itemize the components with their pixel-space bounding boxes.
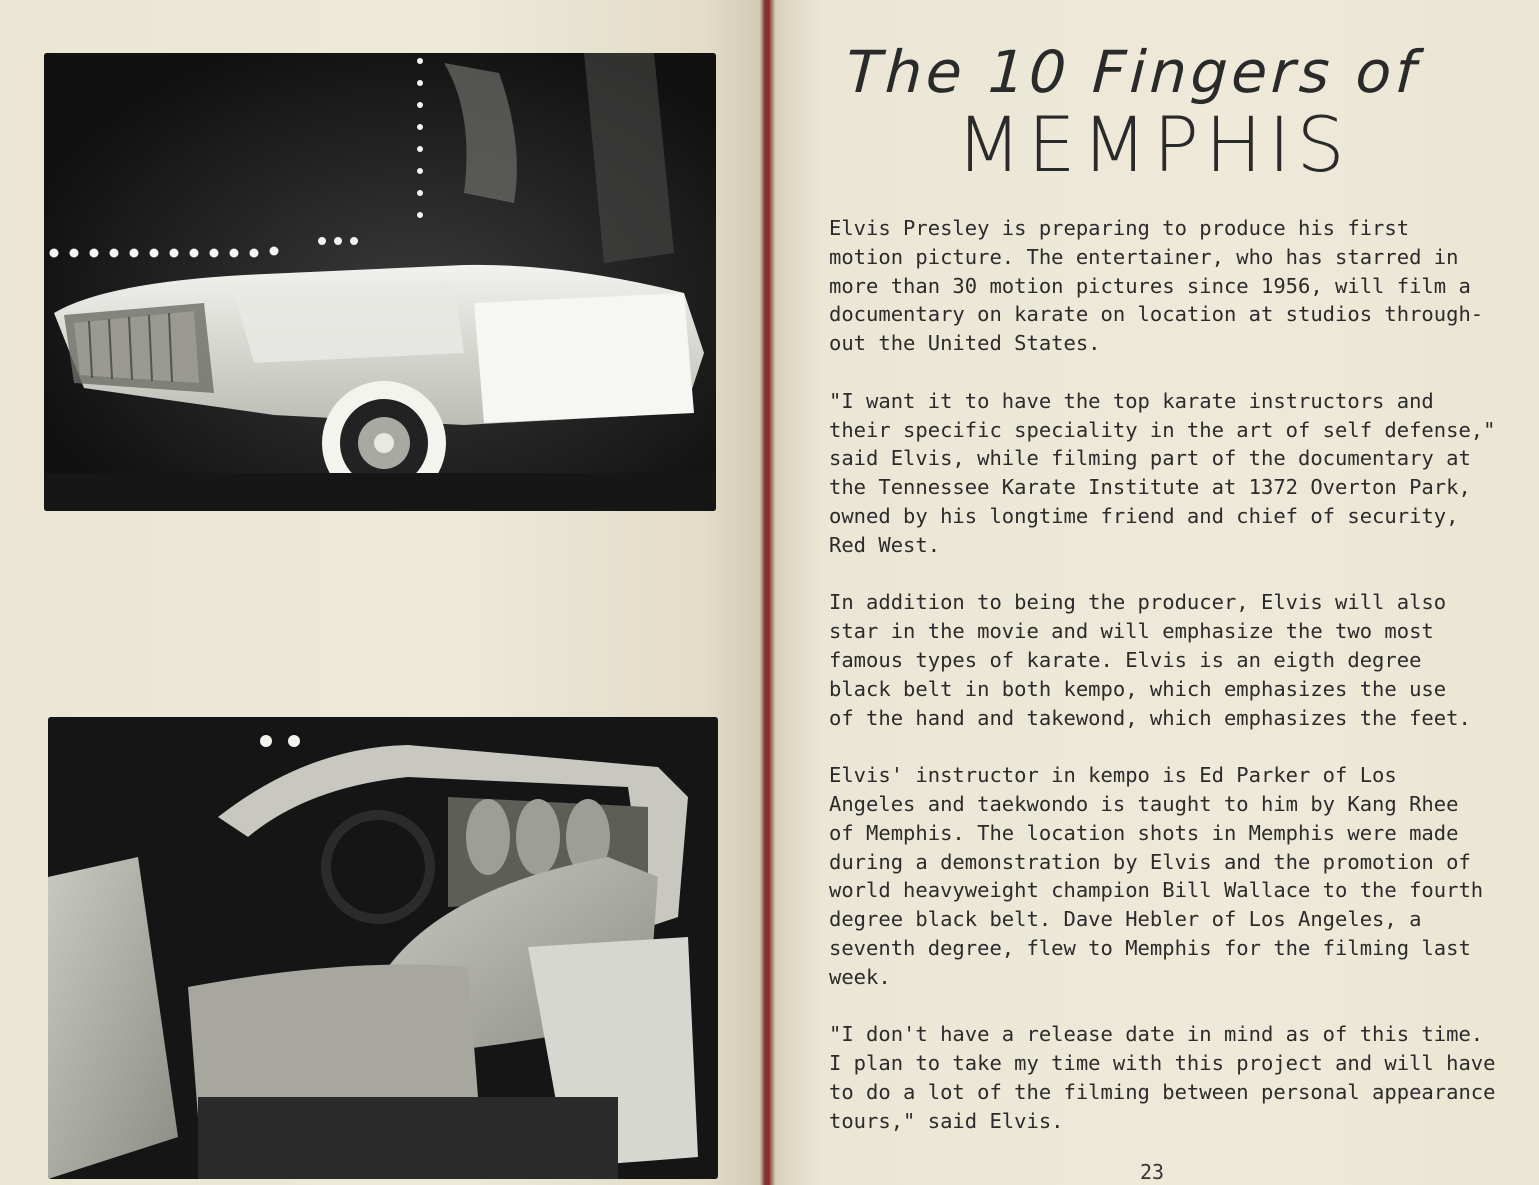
paragraph: "I don't have a release date in mind as of this time. I plan to take my time with this project and will have to do a lot of the filming between personal appearance tours," said Elvis. [829, 1022, 1496, 1133]
title-line-2: MEMPHIS [956, 100, 1351, 189]
article-body [829, 214, 1535, 1164]
paragraph: In addition to being the producer, Elvis will also star in the movie and will emphasize the two most famous types of karate. Elvis is an eigth degree black belt in both kempo, which emphasizes the use of the hand and takewond, which emphasizes the feet. [829, 590, 1471, 730]
book-gutter [760, 0, 776, 1185]
photo-car-interior [48, 717, 718, 1179]
paragraph: Elvis' instructor in kempo is Ed Parker of Los Angeles and taekwondo is taught to him by Kang Rhee of Memphis. The location shots in Memphis were made during a demonstration by Elvis and the promotion of world heavyweight champion Bill Wallace to the fourth degree black belt. Dave Hebler of Los Angeles, a seventh degree, flew to Memphis for the filming last week. [829, 763, 1484, 989]
photo-car-exterior [44, 53, 716, 511]
paragraph: Elvis Presley is preparing to produce his first motion picture. The entertainer, who has starred in more than 30 motion pictures since 1956, will film a documentary on karate on location at studios through- out the United States. [829, 216, 1484, 356]
paragraph: "I want it to have the top karate instructors and their specific speciality in the art of self defense," said Elvis, while filming part of the documentary at the Tennessee Karate Institute at 1372 Overton Park, owned by his longtime friend and chief of security, Red West. [829, 388, 1496, 557]
article-title [846, 38, 1486, 189]
title-line-1: The 10 Fingers of [844, 38, 1422, 106]
page-number: 23 [1140, 1160, 1165, 1184]
